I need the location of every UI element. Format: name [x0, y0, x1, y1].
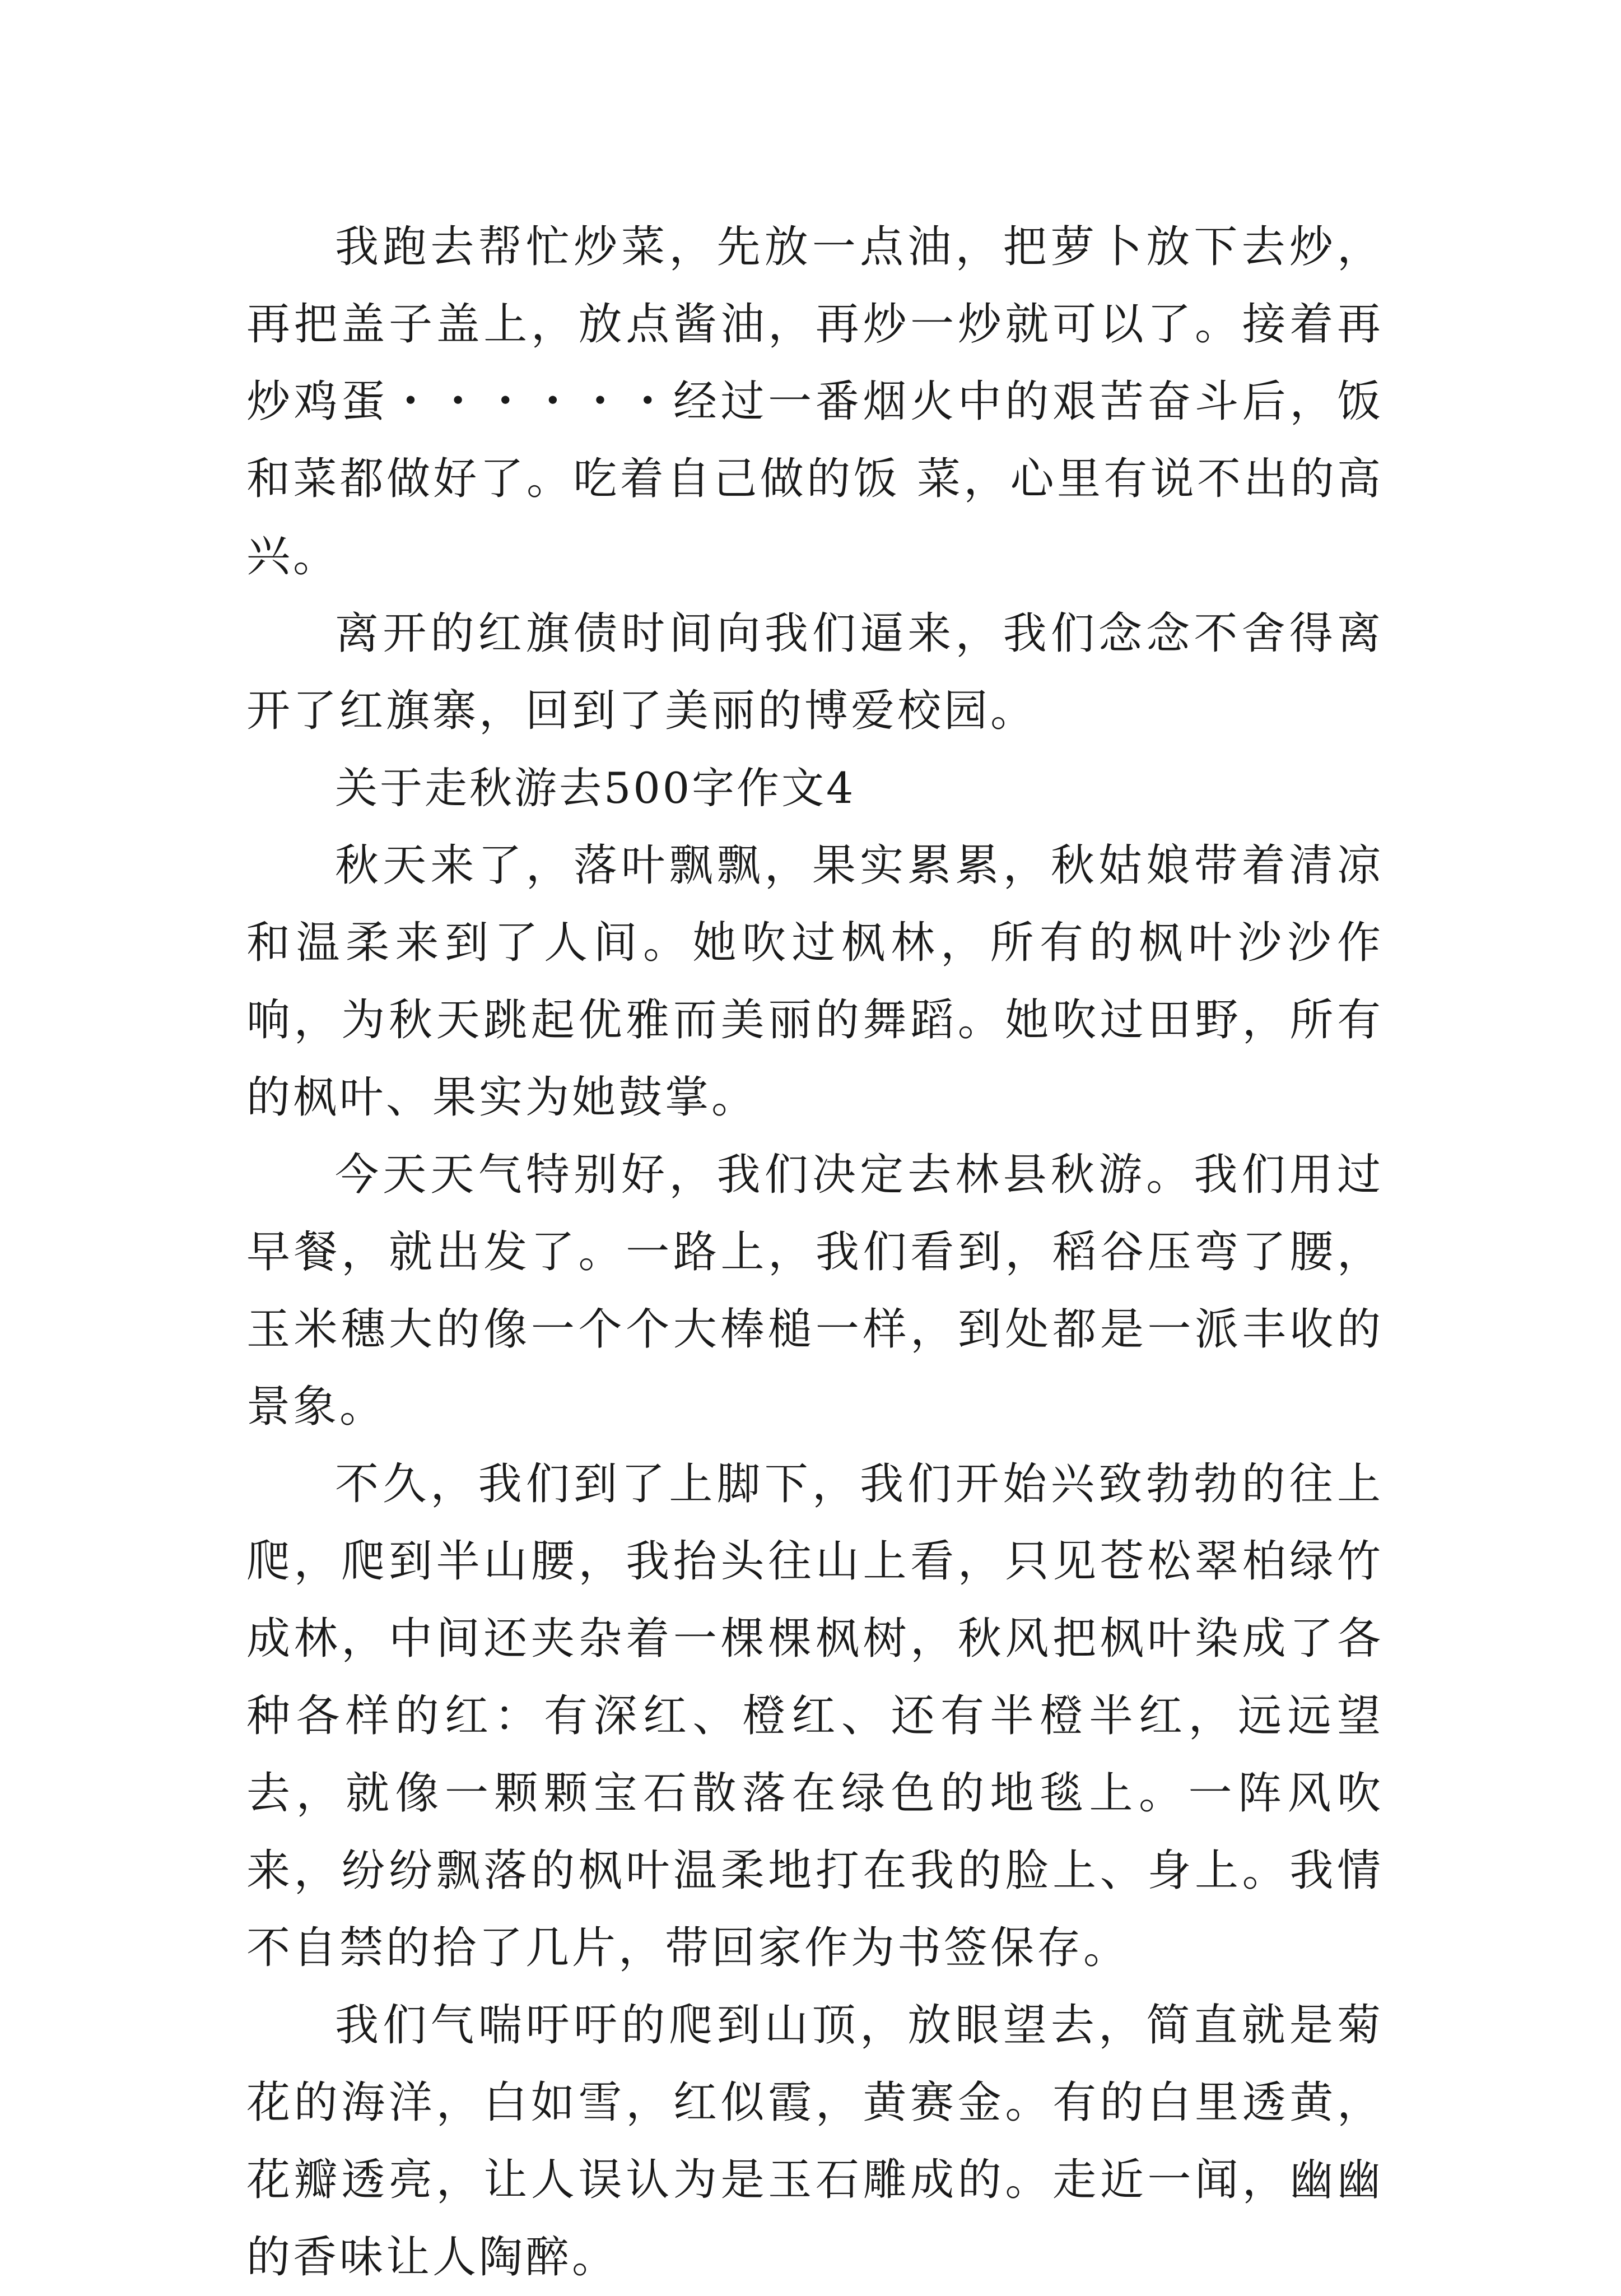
paragraph-climbing: 不久，我们到了上脚下，我们开始兴致勃勃的往上爬，爬到半山腰，我抬头往山上看，只见苍松翠柏绿竹成林，中间还夹杂着一棵棵枫树，秋风把枫叶染成了各种各样的红：有深红、橙红、还有半橙半红，远远望去，就像一颗颗宝石散落在绿色的地毯上。一阵风吹来，纷纷飘落的枫叶温柔地打在我的脸上、身上。我情不自禁的拾了几片，带回家作为书签保存。	[246, 1459, 1384, 1973]
essay-title: 关于走秋游去500字作文4	[335, 763, 856, 813]
paragraph-trip-start: 今天天气特别好，我们决定去林县秋游。我们用过早餐，就出发了。一路上，我们看到，稻谷压弯了腰，玉米穗大的像一个个大棒槌一样，到处都是一派丰收的景象。	[246, 1150, 1384, 1432]
paragraph-cooking: 我跑去帮忙炒菜，先放一点油，把萝卜放下去炒，再把盖子盖上，放点酱油，再炒一炒就可以了。接着再炒鸡蛋・・・・・・经过一番烟火中的艰苦奋斗后，饭和菜都做好了。吃着自己做的饭 菜，心里有说不出的高兴。	[246, 222, 1384, 582]
paragraph-autumn-arrives: 秋天来了，落叶飘飘，果实累累，秋姑娘带着清凉和温柔来到了人间。她吹过枫林，所有的枫叶沙沙作响，为秋天跳起优雅而美丽的舞蹈。她吹过田野，所有的枫叶、果实为她鼓掌。	[246, 840, 1384, 1123]
paragraph-leaving: 离开的红旗债时间向我们逼来，我们念念不舍得离开了红旗寨，回到了美丽的博爱校园。	[246, 608, 1384, 736]
document-body	[246, 208, 1384, 2296]
paragraph-summit: 我们气喘吁吁的爬到山顶，放眼望去，简直就是菊花的海洋，白如雪，红似霞，黄赛金。有的白里透黄，花瓣透亮，让人误认为是玉石雕成的。走近一闻，幽幽的香味让人陶醉。	[246, 2000, 1384, 2283]
